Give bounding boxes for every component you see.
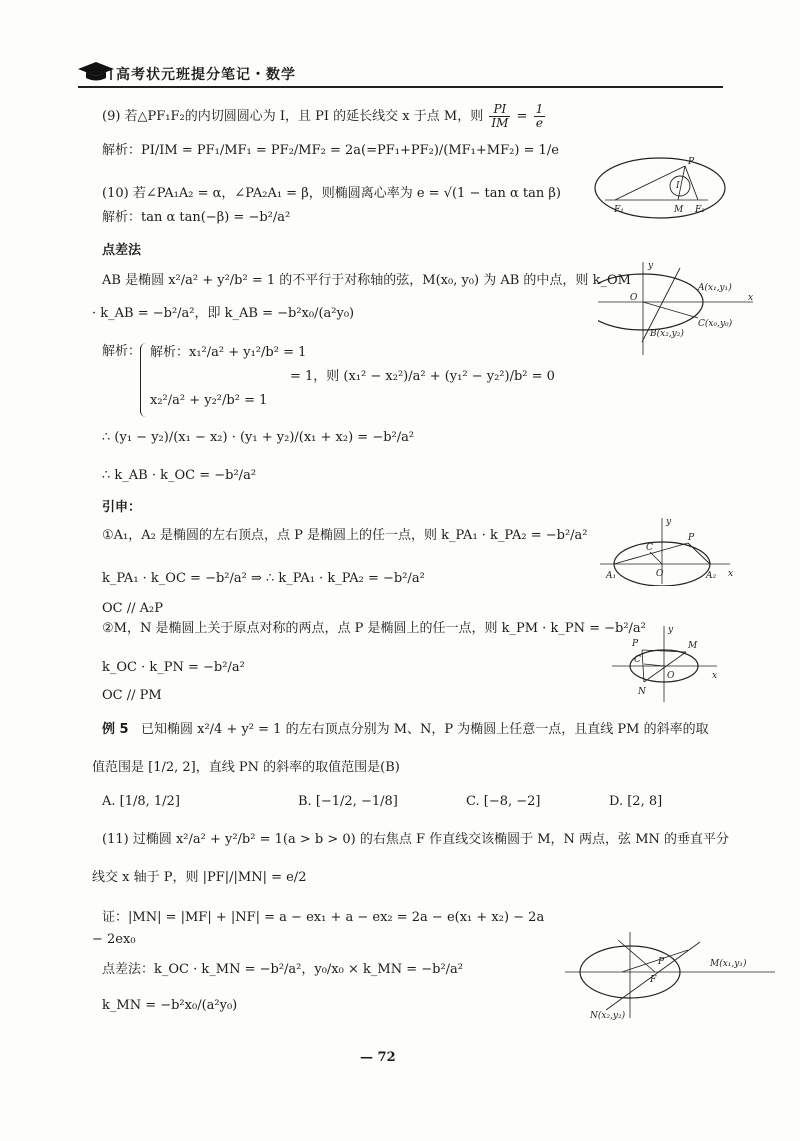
figure-ellipse-focal-chord: [560, 930, 790, 1024]
label-c: C: [634, 655, 641, 665]
extension-label: 引申：: [102, 500, 142, 515]
label-y: y: [666, 517, 672, 527]
system-eq1: 解析：x₁²/a² + y₁²/b² = 1: [150, 345, 307, 360]
label-b: B(x₂,y₂): [650, 329, 684, 339]
chord-statement-cont: · k_AB = −b²/a²，即 k_AB = −b²x₀/(a²y₀): [92, 306, 355, 321]
system-eq2: x₂²/a² + y₂²/b² = 1: [150, 393, 268, 408]
label-x: x: [728, 569, 734, 579]
proof-1-cont: − 2ex₀: [92, 932, 136, 947]
label-a: A(x₁,y₁): [698, 283, 732, 293]
graduation-cap-icon: [78, 60, 114, 82]
label-p: P: [658, 957, 665, 967]
extension-1-parallel: OC // A₂P: [102, 601, 163, 616]
extension-2: ②M，N 是椭圆上关于原点对称的两点，点 P 是椭圆上的任一点，则 k_PM · k_PN = −b²/a²: [102, 621, 646, 636]
therefore-1: ∴ (y₁ − y₂)/(x₁ − x₂) · (y₁ + y₂)/(x₁ + x₂) = −b²/a²: [102, 430, 415, 445]
extension-2-parallel: OC // PM: [102, 688, 162, 703]
label-x: x: [748, 293, 754, 303]
label-f2: F₂: [695, 205, 705, 215]
label-f: F: [650, 975, 657, 985]
figure-ellipse-chord: [598, 260, 758, 364]
label-a2: A₂: [706, 571, 717, 581]
item-11-cont: 线交 x 轴于 P，则 |PF|/|MN| = e/2: [92, 870, 307, 885]
equation-system-brace: [140, 343, 149, 417]
label-y: y: [648, 261, 654, 271]
label-i: I: [676, 181, 680, 191]
item-9: (9) 若△PF₁F₂的内切圆圆心为 I，且 PI 的延长线交 x 于点 M，则 $\frac{PI}{IM}$ = $\frac{1}{e}$: [102, 102, 544, 131]
label-o: O: [656, 569, 664, 579]
figure-ellipse-incircle: [590, 150, 740, 224]
item-11: (11) 过椭圆 x²/a² + y²/b² = 1(a > b > 0) 的右焦点 F 作直线交该椭圆于 M，N 两点，弦 MN 的垂直平分: [102, 832, 730, 847]
label-p: P: [632, 639, 639, 649]
label-c: C(x₀,y₀): [698, 319, 733, 329]
page-number: — 72: [360, 1050, 396, 1065]
label-m: M(x₁,y₁): [710, 959, 747, 969]
system-label: 解析：: [102, 344, 142, 359]
page-header: [78, 48, 723, 88]
therefore-2: ∴ k_AB · k_OC = −b²/a²: [102, 468, 257, 483]
section-point-difference: 点差法: [102, 243, 142, 258]
proof-3: k_MN = −b²x₀/(a²y₀): [102, 998, 238, 1013]
example-5-cont: 值范围是 [1/2, 2]，直线 PN 的斜率的取值范围是(B): [92, 760, 400, 775]
option-b: B. [−1/2, −1/8]: [298, 794, 398, 809]
chord-statement: AB 是椭圆 x²/a² + y²/b² = 1 的不平行于对称轴的弦，M(x₀, y₀) 为 AB 的中点，则 k_OM: [102, 273, 631, 288]
label-p: P: [688, 533, 695, 543]
label-o: O: [667, 671, 675, 681]
label-a1: A₁: [606, 571, 617, 581]
label-f1: F₁: [614, 205, 624, 215]
option-a: A. [1/8, 1/2]: [102, 794, 180, 809]
proof-1: 证：|MN| = |MF| + |NF| = a − ex₁ + a − ex₂ = 2a − e(x₁ + x₂) − 2a: [102, 910, 545, 925]
example-5: 例 5 已知椭圆 x²/4 + y² = 1 的左右顶点分别为 M、N，P 为椭圆上任意一点，且直线 PM 的斜率的取: [102, 722, 709, 737]
proof-2: 点差法：k_OC · k_MN = −b²/a²，y₀/x₀ × k_MN = −b²/a²: [102, 962, 463, 977]
label-n: N: [638, 687, 646, 697]
label-p: P: [688, 157, 695, 167]
label-m: M: [688, 641, 698, 651]
label-o: O: [630, 293, 638, 303]
figure-ellipse-symmetric: [612, 624, 722, 708]
header-title: 高考状元班提分笔记・数学: [116, 67, 296, 83]
option-c: C. [−8, −2]: [466, 794, 541, 809]
extension-1: ①A₁，A₂ 是椭圆的左右顶点，点 P 是椭圆上的任一点，则 k_PA₁ · k_PA₂ = −b²/a²: [102, 528, 588, 543]
item-10-solution: 解析：tan α tan(−β) = −b²/a²: [102, 210, 291, 225]
item-9-solution: 解析：PI/IM = PF₁/MF₁ = PF₂/MF₂ = 2a(=PF₁+PF₂)/(MF₁+MF₂) = 1/e: [102, 143, 559, 158]
label-n: N(x₂,y₂): [590, 1011, 626, 1020]
label-x: x: [712, 671, 718, 681]
label-c: C: [646, 543, 653, 553]
label-y: y: [668, 625, 674, 635]
extension-2-derivation: k_OC · k_PN = −b²/a²: [102, 660, 245, 675]
figure-ellipse-vertices: [600, 516, 740, 590]
system-result: = 1，则 (x₁² − x₂²)/a² + (y₁² − y₂²)/b² = 0: [290, 369, 555, 384]
option-d: D. [2, 8]: [609, 794, 663, 809]
item-10: (10) 若∠PA₁A₂ = α，∠PA₂A₁ = β，则椭圆离心率为 e = √(1 − tan α tan β): [102, 186, 561, 201]
label-m: M: [674, 205, 684, 215]
extension-1-derivation: k_PA₁ · k_OC = −b²/a² ⇒ ∴ k_PA₁ · k_PA₂ = −b²/a²: [102, 571, 425, 586]
